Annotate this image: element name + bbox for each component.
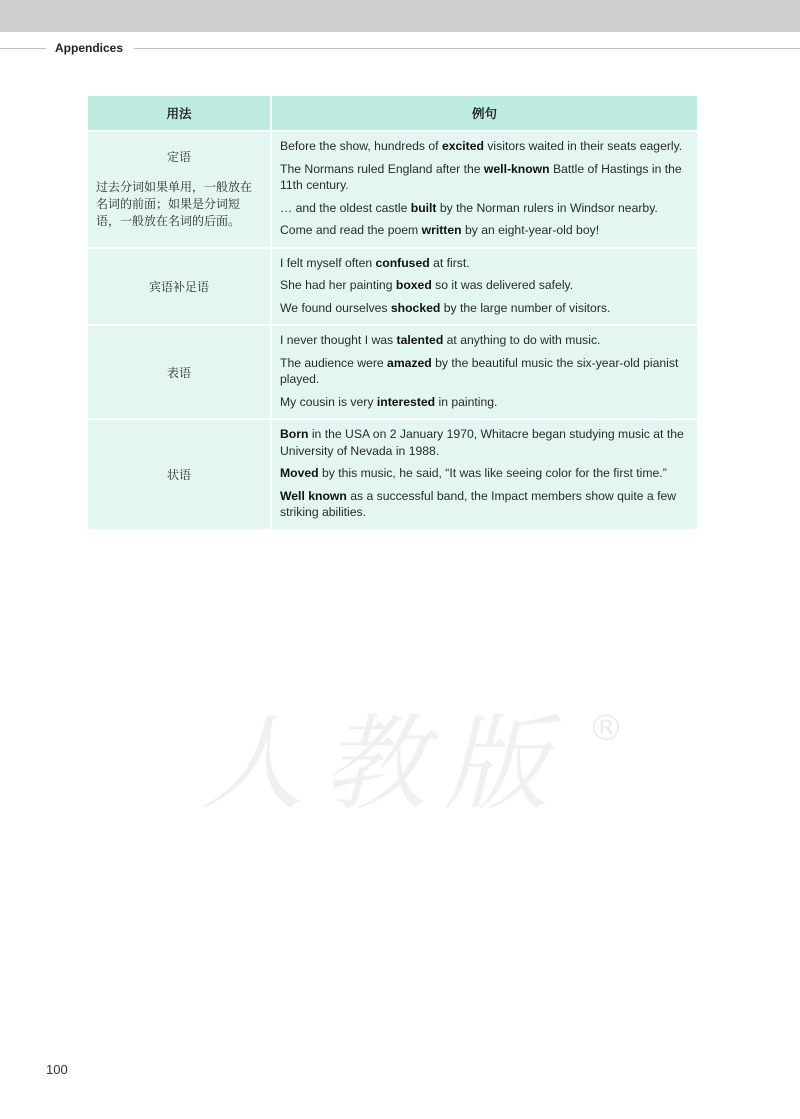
example-text: by the large number of visitors. <box>440 300 611 315</box>
usage-cell <box>88 420 272 531</box>
top-band <box>0 0 800 32</box>
usage-cell <box>88 326 272 420</box>
example-text: I felt myself often <box>280 255 376 270</box>
table-row <box>88 132 697 249</box>
examples-cell <box>272 132 697 249</box>
example-text: Come and read the poem <box>280 223 422 237</box>
page-header <box>0 38 800 62</box>
example-sentence <box>280 465 685 482</box>
example-text: visitors waited in their seats eagerly. <box>483 139 683 153</box>
example-text: by the beautiful music the six-year-old pianist played. <box>280 355 679 386</box>
example-sentence <box>280 355 685 388</box>
watermark <box>180 690 640 830</box>
example-text: in painting. <box>435 394 498 409</box>
example-text: She had her painting <box>280 278 396 292</box>
participle-highlight: boxed <box>395 278 432 292</box>
example-sentence <box>280 255 685 272</box>
participle-highlight: amazed <box>387 355 432 370</box>
participle-highlight: built <box>410 200 437 215</box>
example-text: … and the oldest castle <box>280 200 411 215</box>
example-text: I never thought I was <box>280 333 397 347</box>
examples-cell <box>272 420 697 531</box>
example-sentence <box>280 300 685 317</box>
page-number: 100 <box>46 1062 68 1077</box>
participle-highlight: excited <box>441 139 484 153</box>
participle-highlight: talented <box>396 333 444 347</box>
example-text: Before the show, hundreds of <box>280 139 442 153</box>
usage-cell <box>88 132 272 249</box>
example-text: We found ourselves <box>280 300 391 315</box>
participle-highlight: Born <box>280 427 309 441</box>
grammar-table <box>88 96 697 531</box>
watermark-text: 人教版 <box>200 703 567 825</box>
example-text: at anything to do with music. <box>443 333 601 347</box>
usage-name: 表语 <box>166 365 191 380</box>
header-rule-right <box>134 48 800 49</box>
participle-highlight: confused <box>375 255 430 270</box>
examples-cell <box>272 326 697 420</box>
table-row <box>88 326 697 420</box>
example-sentence <box>280 277 685 294</box>
section-title: Appendices <box>55 41 124 55</box>
watermark-registered-mark: ® <box>588 708 624 749</box>
example-text: as a successful band, the Impact members show quite a few striking abilities. <box>280 488 677 519</box>
usage-name: 定语 <box>166 150 191 165</box>
example-text: at first. <box>429 255 470 270</box>
example-text: by this music, he said, “It was like seeing color for the first time.” <box>318 466 667 480</box>
usage-note: 过去分词如果单用，一般放在名词的前面；如果是分词短语，一般放在名词的后面。 <box>96 180 253 229</box>
example-text: Battle of Hastings in the 11th century. <box>280 161 682 192</box>
example-text: by an eight-year-old boy! <box>461 223 600 237</box>
example-sentence <box>280 200 685 217</box>
usage-name: 宾语补足语 <box>148 279 209 294</box>
example-sentence <box>280 138 685 155</box>
example-sentence <box>280 394 685 411</box>
example-text: My cousin is very <box>280 394 377 409</box>
example-text: by the Norman rulers in Windsor nearby. <box>436 200 658 215</box>
example-sentence <box>280 222 685 239</box>
table-header-row <box>88 96 697 132</box>
participle-highlight: Moved <box>280 466 319 480</box>
column-header-examples: 例句 <box>272 96 697 132</box>
example-sentence <box>280 426 685 459</box>
participle-highlight: interested <box>376 394 436 409</box>
participle-highlight: shocked <box>390 300 441 315</box>
usage-cell <box>88 249 272 327</box>
header-rule-left <box>0 48 46 49</box>
column-header-usage: 用法 <box>88 96 272 132</box>
example-text: so it was delivered safely. <box>431 278 574 292</box>
example-sentence <box>280 161 685 194</box>
table-body <box>88 132 697 531</box>
example-text: in the USA on 2 January 1970, Whitacre began studying music at the University of Nevada in 1988. <box>280 427 684 458</box>
participle-highlight: well-known <box>483 161 550 176</box>
example-text: The Normans ruled England after the <box>280 161 484 176</box>
participle-highlight: written <box>421 223 462 237</box>
participle-highlight: Well known <box>280 488 347 503</box>
example-sentence <box>280 332 685 349</box>
usage-name: 状语 <box>166 467 191 482</box>
example-sentence <box>280 488 685 521</box>
example-text: The audience were <box>280 355 388 370</box>
table-row <box>88 420 697 531</box>
examples-cell <box>272 249 697 327</box>
table-row <box>88 249 697 327</box>
